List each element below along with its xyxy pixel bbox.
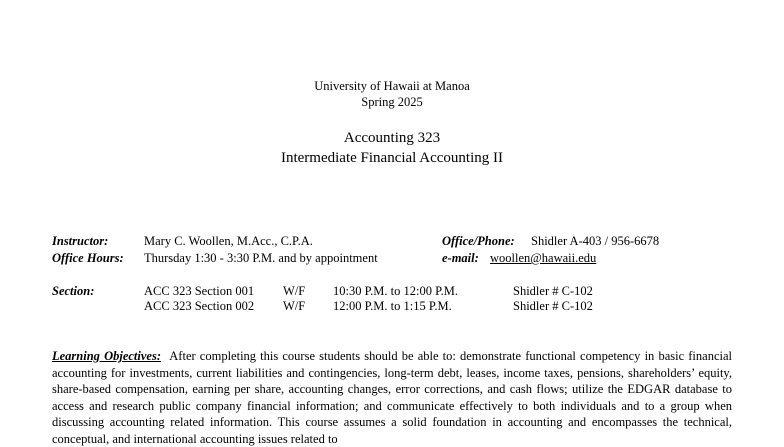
course-title: Intermediate Financial Accounting II	[280, 150, 503, 166]
section-row-name: ACC 323 Section 001	[144, 284, 255, 298]
university-name: University of Hawaii at Manoa	[314, 79, 470, 93]
instructor-label: Instructor:	[52, 234, 109, 248]
section-row-room: Shidler # C-102	[513, 284, 593, 298]
office-hours-value: Thursday 1:30 - 3:30 P.M. and by appointment	[144, 251, 378, 265]
section-row-room: Shidler # C-102	[513, 299, 593, 313]
section-row-time: 10:30 P.M. to 12:00 P.M.	[333, 284, 459, 298]
office-hours-label: Office Hours:	[52, 251, 124, 265]
email-link[interactable]: woollen@hawaii.edu	[490, 251, 597, 265]
course-number: Accounting 323	[343, 130, 441, 146]
learning-objectives-text: After completing this course students should be able to: demonstrate functional competency in basic financial accounting for investments, current liabilities and contingencies, long-term debt, leases, income taxes, pensions, shareholders’ equity, share-based compensation, earning per share, accounting changes, error corrections, and cash flows; utilize the EDGAR database to access and research public company financial information; and communicate effectively to both individuals and to a group when discussing accounting related information. This course assumes a solid foundation in accounting and encompasses the technical, conceptual, and international accounting issues related to	[52, 349, 732, 446]
section-row-days: W/F	[283, 284, 306, 298]
section-row-name: ACC 323 Section 002	[144, 299, 255, 313]
office-phone-value: Shidler A-403 / 956-6678	[531, 234, 660, 248]
section-label: Section:	[52, 284, 95, 298]
learning-objectives-label: Learning Objectives:	[52, 349, 161, 363]
term: Spring 2025	[361, 95, 423, 109]
instructor-value: Mary C. Woollen, M.Acc., C.P.A.	[144, 234, 313, 248]
learning-objectives-paragraph	[52, 348, 732, 447]
office-phone-label: Office/Phone:	[442, 234, 515, 248]
email-label: e-mail:	[442, 251, 479, 265]
section-row-days: W/F	[283, 299, 306, 313]
section-row-time: 12:00 P.M. to 1:15 P.M.	[333, 299, 452, 313]
